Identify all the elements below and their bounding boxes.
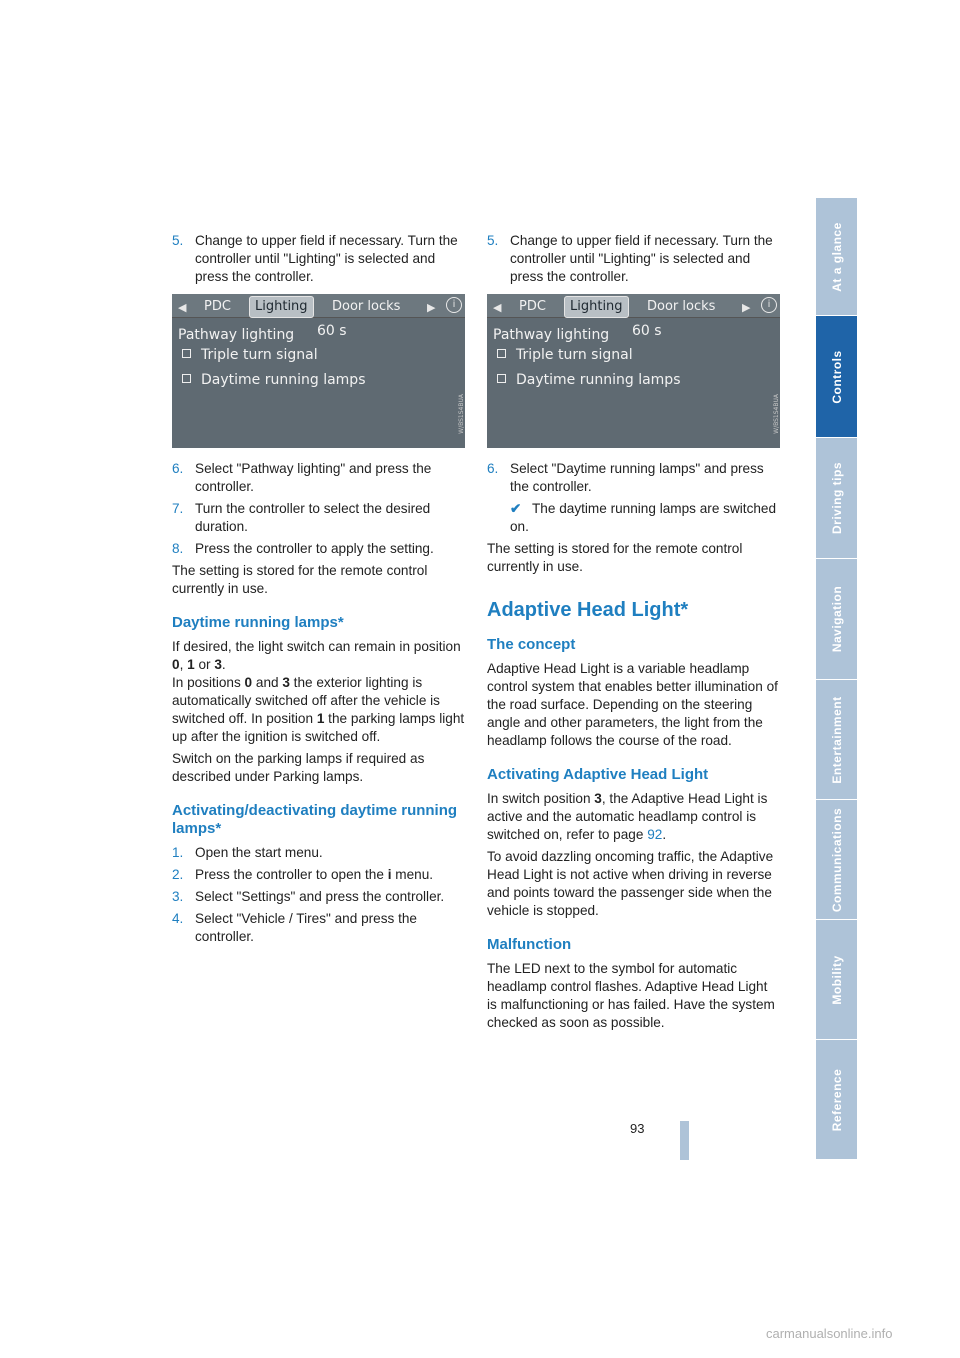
step-text: Open the start menu. — [195, 845, 323, 860]
triple-turn-signal-row — [497, 346, 633, 364]
step-number: 4. — [172, 911, 184, 926]
position-value: 1 — [316, 711, 325, 726]
sidebar-item-entertainment[interactable] — [816, 680, 857, 800]
text-run: . — [662, 827, 667, 842]
daytime-paragraph-3: Switch on the parking lamps if required as described under Parking lamps. — [172, 751, 425, 784]
checkbox-icon — [182, 349, 191, 358]
check-text: The daytime running lamps are switched on. — [510, 501, 777, 534]
step-number: 7. — [172, 501, 184, 516]
position-value: 3 — [214, 657, 222, 672]
tab-door-locks: Door locks — [332, 299, 401, 314]
tab-lighting: Lighting — [249, 296, 314, 318]
position-value: 3 — [594, 791, 602, 806]
tab-lighting: Lighting — [564, 296, 629, 318]
text-run: In positions — [172, 675, 245, 690]
sidebar-item-label: Reference — [829, 1068, 844, 1131]
chapter-sidebar — [816, 198, 857, 1160]
malfunction-heading: Malfunction — [487, 936, 572, 953]
ahl-heading: Adaptive Head Light* — [487, 599, 689, 621]
arrow-left-icon: ◀ — [178, 301, 187, 314]
position-value: 3 — [282, 675, 290, 690]
pathway-lighting-row: Pathway lighting — [178, 327, 295, 343]
step-item — [172, 888, 465, 906]
text-run: . — [221, 657, 226, 672]
step-number: 3. — [172, 889, 184, 904]
concept-paragraph: Adaptive Head Light is a variable headlamp control system that enables better illumination of the road surface. Depending on the steering angle and other parameters, the light from the headlamp follows the course of the road. — [487, 661, 778, 748]
step-item — [172, 866, 465, 884]
pathway-lighting-value: 60 s — [632, 323, 662, 339]
pathway-lighting-row: Pathway lighting — [493, 327, 610, 343]
step-number: 8. — [172, 541, 184, 556]
sidebar-item-communications[interactable] — [816, 800, 857, 920]
activating-paragraph-1 — [487, 790, 780, 844]
check-note — [487, 500, 780, 536]
sidebar-item-mobility[interactable] — [816, 920, 857, 1040]
step-text: Select "Settings" and press the controller. — [195, 889, 445, 904]
step-item — [172, 460, 465, 496]
sidebar-item-reference[interactable] — [816, 1040, 857, 1160]
page-marker — [680, 1121, 689, 1160]
step-text: Turn the controller to select the desired duration. — [195, 501, 431, 534]
sidebar-item-label: At a glance — [829, 221, 844, 292]
checkbox-icon — [182, 374, 191, 383]
info-icon: i — [446, 297, 462, 313]
step-item — [172, 500, 465, 536]
sidebar-item-label: Communications — [829, 807, 844, 912]
daytime-running-lamps-row — [182, 371, 366, 389]
text-run: the parking lamps light up after the ignition is switched off. — [172, 711, 465, 744]
image-code: W/BS1S4BUA — [773, 394, 780, 434]
position-value: 0 — [244, 675, 253, 690]
row-label: Triple turn signal — [201, 347, 318, 363]
stored-note: The setting is stored for the remote control currently in use. — [487, 541, 743, 574]
text-run: and — [252, 675, 283, 690]
step-text: Press the controller to apply the setting. — [195, 541, 434, 556]
activating-ahl-heading: Activating Adaptive Head Light — [487, 766, 709, 783]
step-number: 1. — [172, 845, 184, 860]
position-value: 0 — [172, 657, 180, 672]
right-column — [487, 232, 780, 1036]
step-item — [172, 540, 465, 558]
step-text: Change to upper field if necessary. Turn the controller until "Lighting" is selected and press the controller. — [510, 233, 773, 284]
text-run: or — [194, 657, 215, 672]
checkbox-icon — [497, 349, 506, 358]
activating-paragraph-2: To avoid dazzling oncoming traffic, the Adaptive Head Light is not active when driving in reverse and points toward the passenger side when the vehicle is stopped. — [487, 849, 774, 918]
step-text — [195, 866, 465, 884]
step-item — [172, 232, 465, 286]
row-label: Triple turn signal — [516, 347, 633, 363]
step-item — [487, 460, 780, 496]
tab-pdc: PDC — [204, 299, 231, 314]
info-menu-icon: i — [387, 867, 392, 882]
daytime-heading: Daytime running lamps* — [172, 614, 344, 631]
row-label: Daytime running lamps — [516, 372, 681, 388]
footer-watermark: carmanualsonline.info — [766, 1326, 893, 1341]
arrow-left-icon: ◀ — [493, 301, 502, 314]
daytime-paragraph-1 — [172, 638, 465, 746]
step-number: 6. — [172, 461, 184, 476]
checkbox-icon — [497, 374, 506, 383]
text-run: In switch position — [487, 791, 595, 806]
step-text: Select "Pathway lighting" and press the controller. — [195, 461, 432, 494]
sidebar-item-label: Navigation — [829, 585, 844, 653]
stored-note: The setting is stored for the remote control currently in use. — [172, 563, 428, 596]
checkmark-icon: ✔ — [510, 501, 522, 516]
step-text: Change to upper field if necessary. Turn the controller until "Lighting" is selected and press the controller. — [195, 233, 458, 284]
arrow-right-icon: ▶ — [427, 301, 436, 314]
concept-heading: The concept — [487, 636, 576, 653]
info-icon: i — [761, 297, 777, 313]
page-link[interactable]: 92 — [647, 827, 663, 842]
page-number: 93 — [630, 1121, 645, 1136]
sidebar-item-label: Entertainment — [829, 695, 844, 784]
text-run: Press the controller to open the — [195, 867, 388, 882]
text-run: the exterior lighting is automatically switched off after the vehicle is switched off. In position — [172, 675, 440, 726]
left-column — [172, 232, 465, 950]
tab-pdc: PDC — [519, 299, 546, 314]
tab-door-locks: Door locks — [647, 299, 716, 314]
step-number: 5. — [487, 233, 499, 248]
step-item — [487, 232, 780, 286]
sidebar-item-label: Controls — [829, 349, 844, 404]
step-item — [172, 910, 465, 946]
text-run: menu. — [391, 867, 434, 882]
row-label: Daytime running lamps — [201, 372, 366, 388]
pathway-lighting-value: 60 s — [317, 323, 347, 339]
step-number: 5. — [172, 233, 184, 248]
step-number: 2. — [172, 867, 184, 882]
position-value: 1 — [187, 657, 195, 672]
image-code: W/BS1S4BUA — [458, 394, 465, 434]
step-text: Select "Vehicle / Tires" and press the controller. — [195, 911, 417, 944]
sidebar-item-controls[interactable] — [816, 316, 857, 438]
malfunction-paragraph: The LED next to the symbol for automatic headlamp control flashes. Adaptive Head Light is malfunctioning or has failed. Have the system checked as soon as possible. — [487, 961, 775, 1030]
sidebar-item-label: Mobility — [829, 954, 844, 1005]
step-text: Select "Daytime running lamps" and press the controller. — [510, 461, 764, 494]
arrow-right-icon: ▶ — [742, 301, 751, 314]
daytime-running-lamps-row — [497, 371, 681, 389]
activating-daytime-heading: Activating/deactivating daytime running lamps* — [172, 802, 458, 837]
idrive-screen-right — [487, 294, 780, 448]
step-number: 6. — [487, 461, 499, 476]
sidebar-item-at-a-glance[interactable] — [816, 198, 857, 316]
triple-turn-signal-row — [182, 346, 318, 364]
sidebar-item-navigation[interactable] — [816, 559, 857, 680]
sidebar-item-driving-tips[interactable] — [816, 438, 857, 559]
text-run: If desired, the light switch can remain in position — [172, 639, 461, 654]
sidebar-item-label: Driving tips — [829, 461, 844, 535]
idrive-screen-left — [172, 294, 465, 448]
step-item — [172, 844, 465, 862]
text-run: , — [179, 657, 188, 672]
text-run: , the Adaptive Head Light is active and the automatic headlamp control is switched on, refer to page — [487, 791, 768, 842]
